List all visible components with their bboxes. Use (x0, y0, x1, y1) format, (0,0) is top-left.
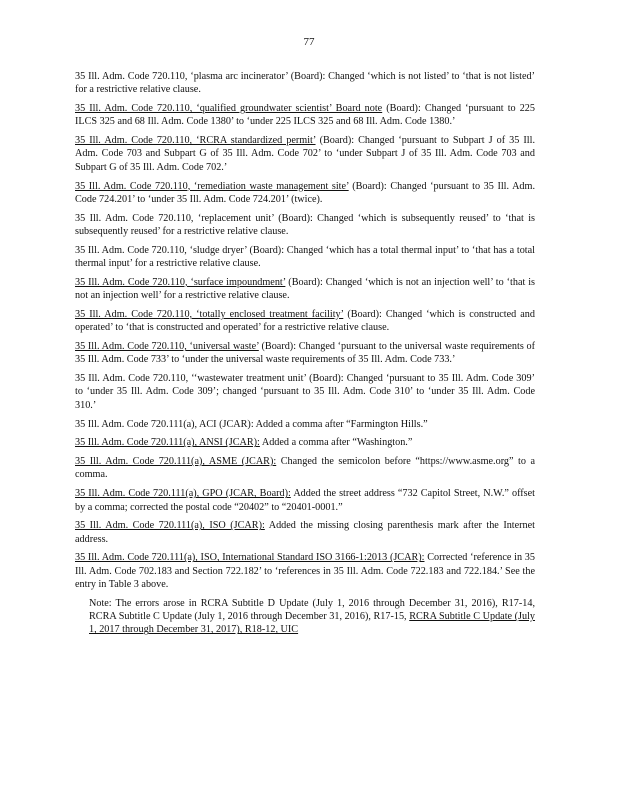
errata-entry (75, 418, 535, 431)
errata-entry (75, 70, 535, 97)
errata-entry (75, 372, 535, 412)
entry-citation: 35 Ill. Adm. Code 720.111(a), ANSI (JCAR): (75, 437, 260, 449)
entry-description: Changed ‘which is not listed’ to ‘that is not listed’ for a restrictive relative clause. (75, 71, 535, 96)
errata-entry (75, 212, 535, 239)
errata-entry (75, 519, 535, 546)
entry-citation: 35 Ill. Adm. Code 720.110, ‘plasma arc incinerator’ (Board): (75, 71, 326, 82)
entry-citation: 35 Ill. Adm. Code 720.110, ‘remediation waste management site’ (75, 180, 349, 192)
entry-description: Added the street address “732 Capitol Street, N.W.” offset by a comma; corrected the postal code “20402” to “20401-0001.” (75, 488, 535, 513)
entry-citation: 35 Ill. Adm. Code 720.110, ‘universal waste’ (75, 341, 259, 353)
entry-description: Changed ‘pursuant to 35 Ill. Adm. Code 309’ to ‘under 35 Ill. Adm. Code 309’; changed ‘pursuant to 35 Ill. Adm. Code 310’ to ‘under 35 Ill. Adm. Code 310.’ (75, 373, 535, 411)
entry-description: Added a comma after “Washington.” (259, 437, 413, 449)
entry-citation: 35 Ill. Adm. Code 720.110, ‘surface impoundment’ (75, 276, 286, 288)
entry-description: (Board): Changed ‘which is constructed and operated’ to ‘that is constructed and operated’ for a restrictive relative clause. (75, 308, 535, 334)
entry-description: (Board): Changed ‘which is not an injection well’ to ‘that is not an injection well’ for a restrictive relative clause. (75, 276, 535, 302)
entry-description: Changed ‘which is subsequently reused’ to ‘that is subsequently reused’ for a restrictive relative clause. (75, 212, 535, 237)
entry-citation: 35 Ill. Adm. Code 720.110, ‘qualified groundwater scientist’ Board note (75, 103, 383, 115)
entry-description: (Board): Changed ‘pursuant to Subpart J of 35 Ill. Adm. Code 703 and Subpart G of 35 Ill. Adm. Code 702’ to ‘under Subpart J of 35 Ill. Adm. Code 703 and Subpart G of 35 Ill. Adm. Code 702.’ (75, 135, 535, 173)
errata-entry (75, 340, 535, 367)
errata-entry (75, 455, 535, 482)
errata-entry (75, 551, 535, 591)
entry-description: (Board): Changed ‘pursuant to 225 ILCS 325 and 68 Ill. Adm. Code 1380’ to ‘under 225 ILCS 325 and 68 Ill. Adm. Code 1380.’ (75, 103, 535, 128)
entry-citation: 35 Ill. Adm. Code 720.110, ‘sludge dryer’ (Board): (75, 244, 285, 256)
errata-entry (75, 102, 535, 129)
entry-citation: 35 Ill. Adm. Code 720.110, ‘‘wastewater treatment unit’ (Board): (75, 373, 344, 385)
entry-description: Added the missing closing parenthesis mark after the Internet address. (75, 520, 535, 545)
errata-entry (75, 134, 535, 174)
entry-description: Changed the semicolon before “https://www.asme.org” to a comma. (75, 456, 535, 481)
entry-citation: 35 Ill. Adm. Code 720.111(a), GPO (JCAR, Board): (75, 488, 291, 500)
errata-entry (75, 180, 535, 207)
page-number: 77 (303, 36, 315, 48)
note-text: Note: The errors arose in RCRA Subtitle D Update (July 1, 2016 through December 31, 2016), R17-14, RCRA Subtitle C Update (July 1, 2016 through December 31, 2016), R17-15, (89, 597, 535, 623)
errata-entry (75, 244, 535, 271)
entry-citation: 35 Ill. Adm. Code 720.111(a), ACI (JCAR): (75, 418, 254, 430)
entry-citation: 35 Ill. Adm. Code 720.111(a), ISO, International Standard ISO 3166-1:2013 (JCAR): (75, 552, 425, 564)
entry-description: (Board): Changed ‘pursuant to 35 Ill. Adm. Code 724.201’ to ‘under 35 Ill. Adm. Code 724.201’ (twice). (75, 180, 535, 205)
entry-description: Corrected ‘reference in 35 Ill. Adm. Code 702.183 and Section 722.182’ to ‘references in 35 Ill. Adm. Code 722.183 and 722.184.’ See the entry in Table 3 above. (75, 552, 535, 590)
entry-citation: 35 Ill. Adm. Code 720.110, ‘totally enclosed treatment facility’ (75, 308, 344, 320)
entry-citation: 35 Ill. Adm. Code 720.111(a), ASME (JCAR): (75, 456, 277, 468)
entry-citation: 35 Ill. Adm. Code 720.110, ‘replacement unit’ (Board): (75, 212, 313, 224)
errata-entry (75, 487, 535, 514)
entry-description: Added a comma after “Farmington Hills.” (253, 418, 428, 430)
errata-list (75, 70, 535, 637)
entry-citation: 35 Ill. Adm. Code 720.111(a), ISO (JCAR): (75, 520, 265, 532)
errata-entry (75, 436, 535, 449)
entry-description: Changed ‘which has a total thermal input’ to ‘that has a total thermal input’ for a restrictive relative clause. (75, 244, 535, 270)
errata-entry (75, 276, 535, 303)
entry-description: (Board): Changed ‘pursuant to the universal waste requirements of 35 Ill. Adm. Code 733’ to ‘under the universal waste requirements of 35 Ill. Adm. Code 733.’ (75, 341, 536, 366)
errata-note (75, 597, 535, 637)
entry-citation: 35 Ill. Adm. Code 720.110, ‘RCRA standardized permit’ (75, 135, 316, 147)
errata-entry (75, 308, 535, 335)
note-underlined-tail: RCRA Subtitle C Update (July 1, 2017 through December 31, 2017), R18-12, UIC (89, 611, 536, 636)
